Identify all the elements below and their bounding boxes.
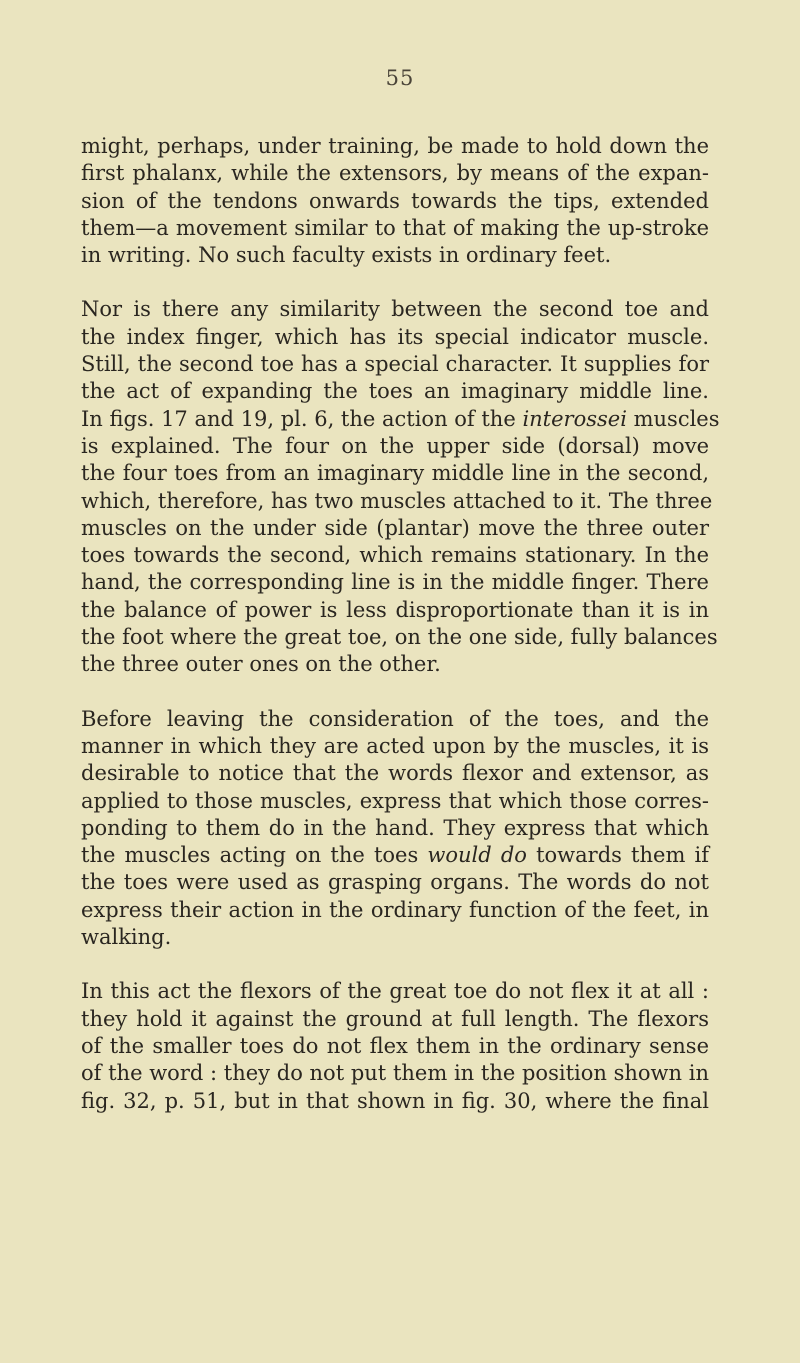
text-line: the three outer ones on the other. (81, 652, 441, 677)
text-line: them—a movement similar to that of making the up-stroke (81, 215, 709, 240)
text-line: hand, the corresponding line is in the middle finger. There (81, 570, 709, 595)
text-line: toes towards the second, which remains stationary. In the (81, 543, 709, 568)
text-line: of the smaller toes do not flex them in the ordinary sense (81, 1033, 709, 1058)
paragraph-3 (81, 706, 709, 952)
text-line-with-italic (81, 842, 709, 869)
text-line: is explained. The four on the upper side (dorsal) move (81, 433, 709, 458)
text-line: of the word : they do not put them in the position shown in (81, 1061, 709, 1086)
text-line: express their action in the ordinary function of the feet, in (81, 897, 709, 922)
text-segment: muscles (626, 406, 720, 431)
page-number: 55 (385, 66, 415, 90)
text-line: Nor is there any similarity between the second toe and (81, 297, 709, 322)
body-text (81, 133, 720, 1115)
text-segment: In figs. 17 and 19, pl. 6, the action of the (81, 406, 523, 431)
italic-term: interossei (522, 406, 627, 431)
text-line: in writing. No such faculty exists in ordinary feet. (81, 243, 612, 268)
text-line: the foot where the great toe, on the one side, fully balances (81, 625, 718, 650)
text-line: In this act the flexors of the great toe do not flex it at all : (81, 979, 709, 1004)
text-line: ponding to them do in the hand. They express that which (81, 815, 709, 840)
italic-term: would do (427, 843, 527, 868)
text-segment: the muscles acting on the toes (81, 843, 428, 868)
text-line: first phalanx, while the extensors, by means of the expan- (81, 161, 709, 186)
text-line: Before leaving the consideration of the toes, and the (81, 706, 709, 731)
text-line: Still, the second toe has a special character. It supplies for (81, 352, 709, 377)
paragraph-1 (81, 133, 709, 269)
text-line: the toes were used as grasping organs. The words do not (81, 870, 709, 895)
text-line: desirable to notice that the words flexor and extensor, as (81, 761, 709, 786)
text-line: the index finger, which has its special indicator muscle. (81, 324, 709, 349)
text-line: fig. 32, p. 51, but in that shown in fig. 30, where the final (81, 1088, 709, 1113)
text-line: might, perhaps, under training, be made to hold down the (81, 134, 709, 158)
text-line: walking. (81, 925, 172, 950)
text-line: sion of the tendons onwards towards the tips, extended (81, 188, 709, 213)
text-segment: towards them if (526, 843, 709, 868)
paragraph-2 (81, 296, 720, 678)
text-line: the act of expanding the toes an imaginary middle line. (81, 379, 709, 404)
text-line: which, therefore, has two muscles attached to it. The three (81, 488, 713, 513)
text-line: the balance of power is less disproportionate than it is in (81, 597, 709, 622)
text-line-with-italic (81, 406, 720, 433)
paragraph-4 (81, 978, 709, 1114)
text-line: they hold it against the ground at full length. The flexors (81, 1006, 709, 1031)
text-line: muscles on the under side (plantar) move the three outer (81, 515, 709, 540)
text-line: the four toes from an imaginary middle line in the second, (81, 461, 709, 486)
text-line: applied to those muscles, express that which those corres- (81, 788, 709, 813)
text-line: manner in which they are acted upon by the muscles, it is (81, 733, 709, 758)
